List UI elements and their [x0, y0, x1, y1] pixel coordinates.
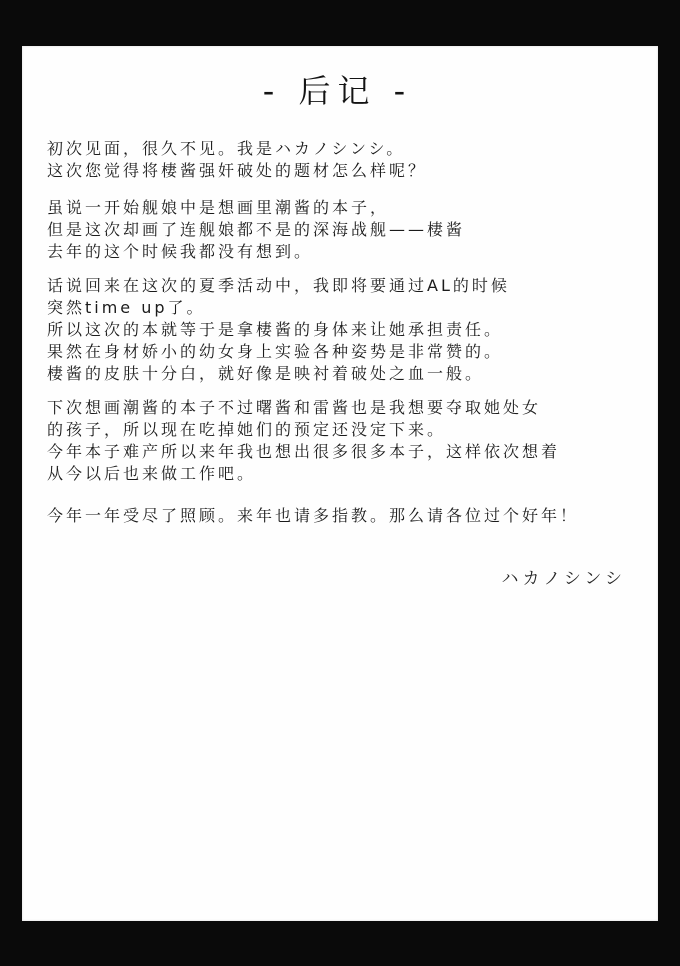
text-line: 突然time up了。 — [47, 298, 206, 317]
paragraph-future-plans — [47, 397, 628, 485]
afterword-title: - 后记 - — [262, 72, 413, 110]
text-line: 初次见面，很久不见。我是ハカノシンシ。 — [47, 139, 406, 158]
paragraph-summer-event — [47, 275, 628, 385]
text-line: 下次想画潮酱的本子不过曙酱和雷酱也是我想要夺取她处女 — [47, 398, 542, 417]
text-line: 棲酱的皮肤十分白，就好像是映衬着破处之血一般。 — [47, 364, 485, 383]
text-line: 这次您觉得将棲酱强奸破处的题材怎么样呢？ — [47, 161, 428, 180]
text-line: 话说回来在这次的夏季活动中，我即将要通过AL的时候 — [47, 276, 510, 295]
text-line: 果然在身材娇小的幼女身上实验各种姿势是非常赞的。 — [47, 342, 504, 361]
paragraph-intro — [47, 138, 628, 182]
text-line: 今年本子难产所以来年我也想出很多很多本子，这样依次想着 — [47, 442, 561, 461]
text-line: 从今以后也来做工作吧。 — [47, 464, 257, 483]
page-content — [22, 72, 658, 589]
text-line: 今年一年受尽了照顾。来年也请多指教。那么请各位过个好年！ — [47, 506, 580, 525]
text-line: 虽说一开始舰娘中是想画里潮酱的本子， — [47, 198, 390, 217]
author-signature: ハカノシンシ — [501, 569, 626, 589]
text-line: 所以这次的本就等于是拿棲酱的身体来让她承担责任。 — [47, 320, 504, 339]
text-line: 去年的这个时候我都没有想到。 — [47, 242, 314, 261]
text-line: 的孩子，所以现在吃掉她们的预定还没定下来。 — [47, 420, 447, 439]
text-line: 但是这次却画了连舰娘都不是的深海战舰——棲酱 — [47, 220, 466, 239]
paragraph-original-plan — [47, 197, 628, 263]
paragraph-closing — [47, 505, 628, 527]
afterword-page — [22, 46, 658, 921]
